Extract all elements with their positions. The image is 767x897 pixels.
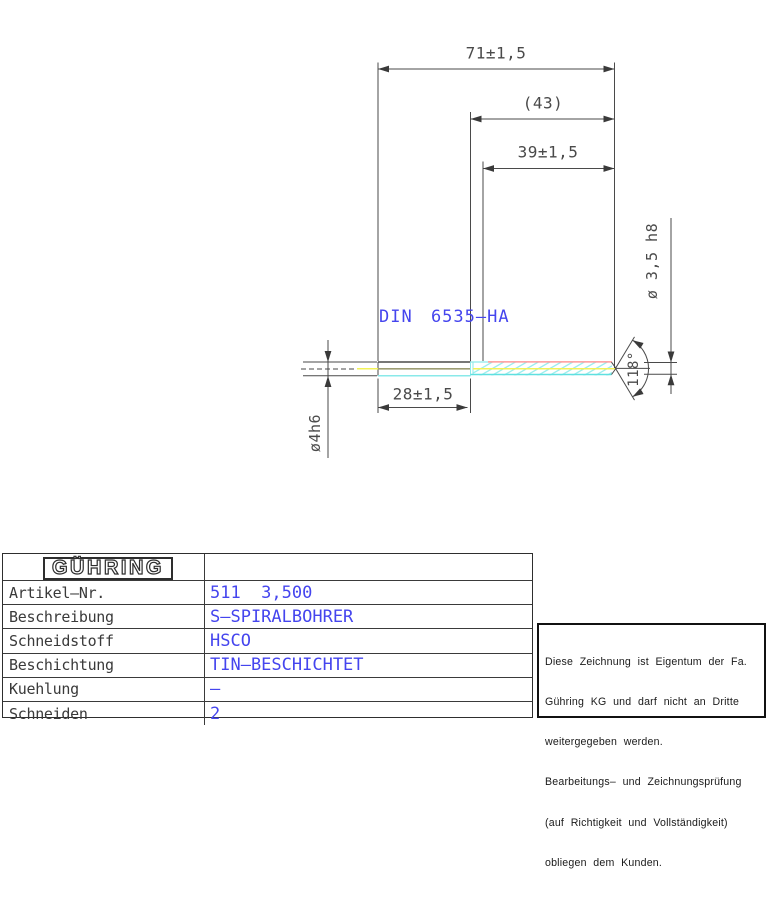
table-row: [3, 653, 532, 677]
note-line: obliegen dem Kunden.: [545, 856, 663, 869]
spec-value: 511 3,500: [210, 582, 313, 603]
dimension-lines: [301, 63, 677, 459]
spec-label: Kuehlung: [3, 678, 205, 701]
spec-value: HSCO: [210, 630, 251, 651]
ownership-note: [537, 623, 766, 869]
spec-value: 2: [210, 703, 221, 724]
table-row: [3, 580, 532, 604]
spec-label: Beschreibung: [3, 605, 205, 628]
spec-value: –: [210, 679, 221, 700]
dim-ref-length-label: (43): [522, 93, 564, 113]
note-line: Diese Zeichnung ist Eigentum der Fa.: [545, 655, 747, 668]
note-line: weitergegeben werden.: [545, 736, 663, 749]
shank-diameter-label: ø4h6: [306, 413, 324, 453]
table-row: [3, 628, 532, 652]
din-standard-label: DIN 6535–HA: [379, 307, 510, 327]
table-row: [3, 701, 532, 725]
spec-table: [2, 553, 533, 724]
spec-value: TIN–BESCHICHTET: [210, 655, 364, 676]
spec-value: S–SPIRALBOHRER: [210, 606, 354, 627]
drill-body: [357, 361, 632, 376]
header-empty-cell: [205, 554, 532, 580]
spec-label: Schneidstoff: [3, 629, 205, 652]
spec-label: Beschichtung: [3, 654, 205, 677]
table-row: [3, 677, 532, 701]
spec-label: Schneiden: [3, 702, 205, 725]
note-line: Gühring KG und darf nicht an Dritte: [545, 696, 740, 709]
spec-table-header: [3, 554, 532, 580]
note-line: (auf Richtigkeit und Vollständigkeit): [545, 816, 728, 829]
guehring-logo: GÜHRING: [52, 557, 164, 579]
spec-label: Artikel–Nr.: [3, 581, 205, 604]
dim-shank-length-label: 28±1,5: [392, 384, 454, 404]
dim-flute-length-label: 39±1,5: [517, 142, 579, 162]
dim-total-length-label: 71±1,5: [465, 43, 527, 63]
tool-diameter-label: ø 3,5 h8: [643, 222, 661, 300]
table-row: [3, 604, 532, 628]
guehring-logo-frame: [43, 557, 173, 580]
point-angle-label: 118°: [626, 351, 642, 387]
note-line: Bearbeitungs– und Zeichnungsprüfung: [545, 776, 742, 789]
logo-cell: [3, 554, 205, 580]
